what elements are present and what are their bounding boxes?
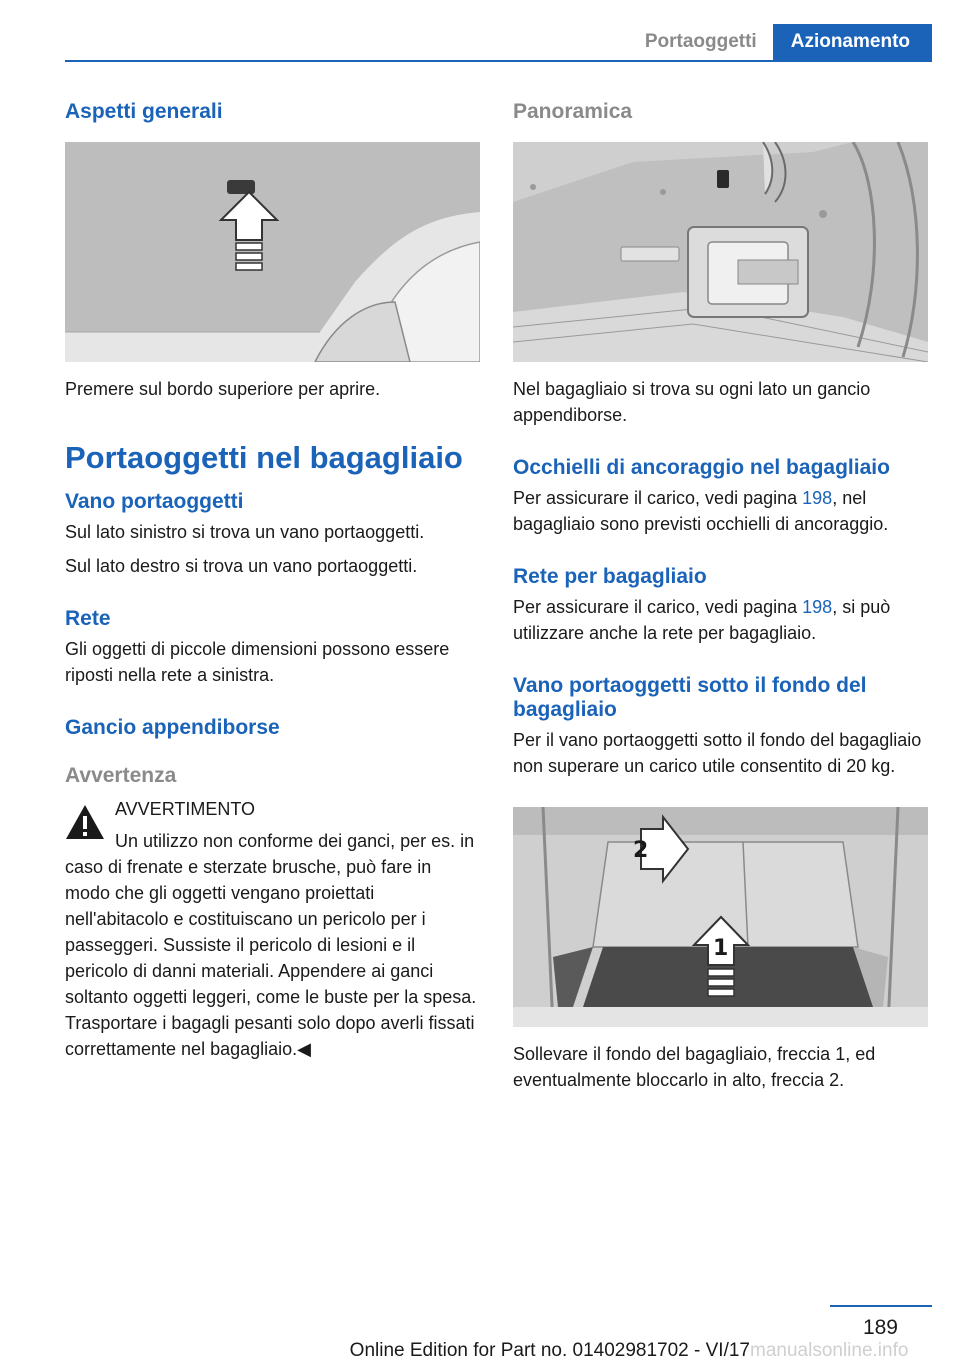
occhielli-text-pre: Per assicurare il carico, vedi pagina	[513, 488, 803, 508]
caption-general: Premere sul bordo superiore per aprire.	[65, 379, 381, 399]
illustration-glovebox-open	[65, 142, 480, 362]
header-rule	[65, 60, 932, 62]
rete-text-pre: Per assicurare il carico, vedi pagina	[513, 597, 803, 617]
heading-gancio-appendiborse: Gancio appendiborse	[65, 716, 280, 739]
heading-aspetti-generali: Aspetti generali	[65, 100, 223, 123]
footer-rule	[830, 1305, 932, 1307]
heading-portaoggetti-bagagliaio: Portaoggetti nel bagagliaio	[65, 440, 463, 475]
rete-text-post: , si può utilizzare anche la rete per bagagliaio.	[513, 597, 891, 643]
warning-title: AVVERTIMENTO	[115, 799, 256, 819]
paragraph-rete: Gli oggetti di piccole dimensioni possono essere riposti nella rete a sinistra.	[65, 639, 450, 685]
running-header	[645, 24, 932, 61]
link-page-198-occhielli[interactable]: 198	[802, 488, 833, 508]
heading-rete-bagagliaio: Rete per bagagliaio	[513, 565, 707, 588]
bag-hook-icon	[717, 170, 729, 188]
occhielli-text-post: , nel bagagliaio sono previsti occhielli di ancoraggio.	[513, 488, 889, 534]
heading-vano-portaoggetti: Vano portaoggetti	[65, 490, 244, 513]
chapter-tab: Azionamento	[773, 24, 932, 61]
warning-text: Un utilizzo non conforme dei ganci, per es. in caso di frenate e sterzate brusche, può fare in modo che gli oggetti vengano proiettati nell'abitacolo e costituiscano un pericolo per i passeggeri. Sussiste il pericolo di lesioni e il pericolo di danni materiali. Appendere ai ganci soltanto oggetti leggeri, come le buste per la spesa. Trasportare i bagagli pesanti solo dopo averli fissati correttamente nel bagagliaio.◀	[65, 831, 477, 1059]
page-number: 189	[862, 1316, 898, 1339]
heading-panoramica: Panoramica	[513, 100, 633, 123]
paragraph-vano-right: Sul lato destro si trova un vano portaoggetti.	[65, 556, 418, 576]
watermark-text: manualsonline.info	[750, 1340, 909, 1361]
section-label: Portaoggetti	[644, 31, 757, 52]
arrow-label-1: 1	[713, 936, 729, 961]
paragraph-occhielli	[513, 485, 928, 537]
left-column	[65, 100, 480, 1062]
caption-fondo: Sollevare il fondo del bagagliaio, freccia 1, ed eventualmente bloccarlo in alto, freccia 2.	[513, 1044, 876, 1090]
paragraph-rete-bagagliaio	[513, 594, 928, 646]
warning-triangle-icon	[65, 804, 105, 840]
illustration-trunk-floor	[513, 807, 928, 1027]
heading-avvertenza: Avvertenza	[65, 764, 177, 787]
warning-block	[65, 796, 480, 1062]
illustration-trunk-overview	[513, 142, 928, 362]
link-page-198-rete[interactable]: 198	[802, 597, 833, 617]
paragraph-vano-left: Sul lato sinistro si trova un vano portaoggetti.	[65, 522, 425, 542]
heading-occhielli: Occhielli di ancoraggio nel bagagliaio	[513, 456, 890, 479]
paragraph-fondo: Per il vano portaoggetti sotto il fondo del bagagliaio non superare un carico utile consentito di 20 kg.	[513, 730, 922, 776]
arrow-label-2: 2	[633, 838, 649, 863]
right-column	[513, 100, 928, 1093]
heading-vano-fondo: Vano portaoggetti sotto il fondo del bagagliaio	[513, 674, 867, 721]
edition-footer	[349, 1340, 909, 1362]
edition-text: Online Edition for Part no. 01402981702 - VI/17	[349, 1340, 750, 1361]
caption-panoramica: Nel bagagliaio si trova su ogni lato un gancio appendiborse.	[513, 379, 871, 425]
heading-rete: Rete	[65, 607, 111, 630]
